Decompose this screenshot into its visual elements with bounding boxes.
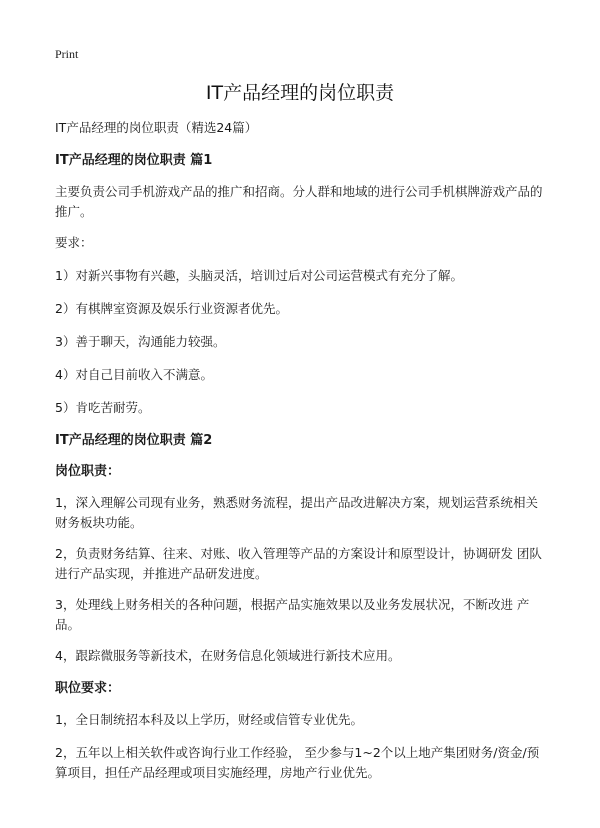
list-item: 2，负责财务结算、往来、对账、收入管理等产品的方案设计和原型设计，协调研发 团队进行产品实现，并推进产品研发进度。 (55, 546, 542, 581)
list-item: 2，五年以上相关软件或咨询行业工作经验， 至少参与1~2个以上地产集团财务/资金/预算项目，担任产品经理或项目实施经理，房地产行业优先。 (55, 745, 540, 780)
paragraph: 主要负责公司手机游戏产品的推广和招商。分人群和地域的进行公司手机棋牌游戏产品的推广。 (55, 184, 543, 219)
list-item: 3，处理线上财务相关的各种问题，根据产品实施效果以及业务发展状况，不断改进 产品。 (55, 597, 530, 632)
document-title: IT产品经理的岗位职责 (205, 82, 395, 104)
section-heading: IT产品经理的岗位职责 篇1 (55, 153, 213, 168)
paragraph: 要求： (55, 235, 93, 250)
list-item: 1）对新兴事物有兴趣，头脑灵活，培训过后对公司运营模式有充分了解。 (55, 268, 463, 283)
document-subtitle: IT产品经理的岗位职责（精选24篇） (55, 120, 258, 135)
list-item: 2）有棋牌室资源及娱乐行业资源者优先。 (55, 301, 288, 316)
list-item: 1，深入理解公司现有业务，熟悉财务流程，提出产品改进解决方案，规划运营系统相关财务板块功能。 (55, 495, 538, 530)
list-item: 1，全日制统招本科及以上学历，财经或信管专业优先。 (55, 712, 363, 727)
section-heading: IT产品经理的岗位职责 篇2 (55, 433, 213, 448)
document-body (55, 118, 545, 794)
print-link[interactable]: Print (55, 47, 79, 61)
list-item: 5）肯吃苦耐劳。 (55, 400, 151, 415)
list-item: 4）对自己目前收入不满意。 (55, 367, 213, 382)
subsection-heading: 岗位职责： (55, 464, 121, 479)
subsection-heading: 职位要求： (55, 681, 121, 696)
list-item: 4，跟踪微服务等新技术，在财务信息化领域进行新技术应用。 (55, 648, 401, 663)
list-item: 3）善于聊天，沟通能力较强。 (55, 334, 226, 349)
